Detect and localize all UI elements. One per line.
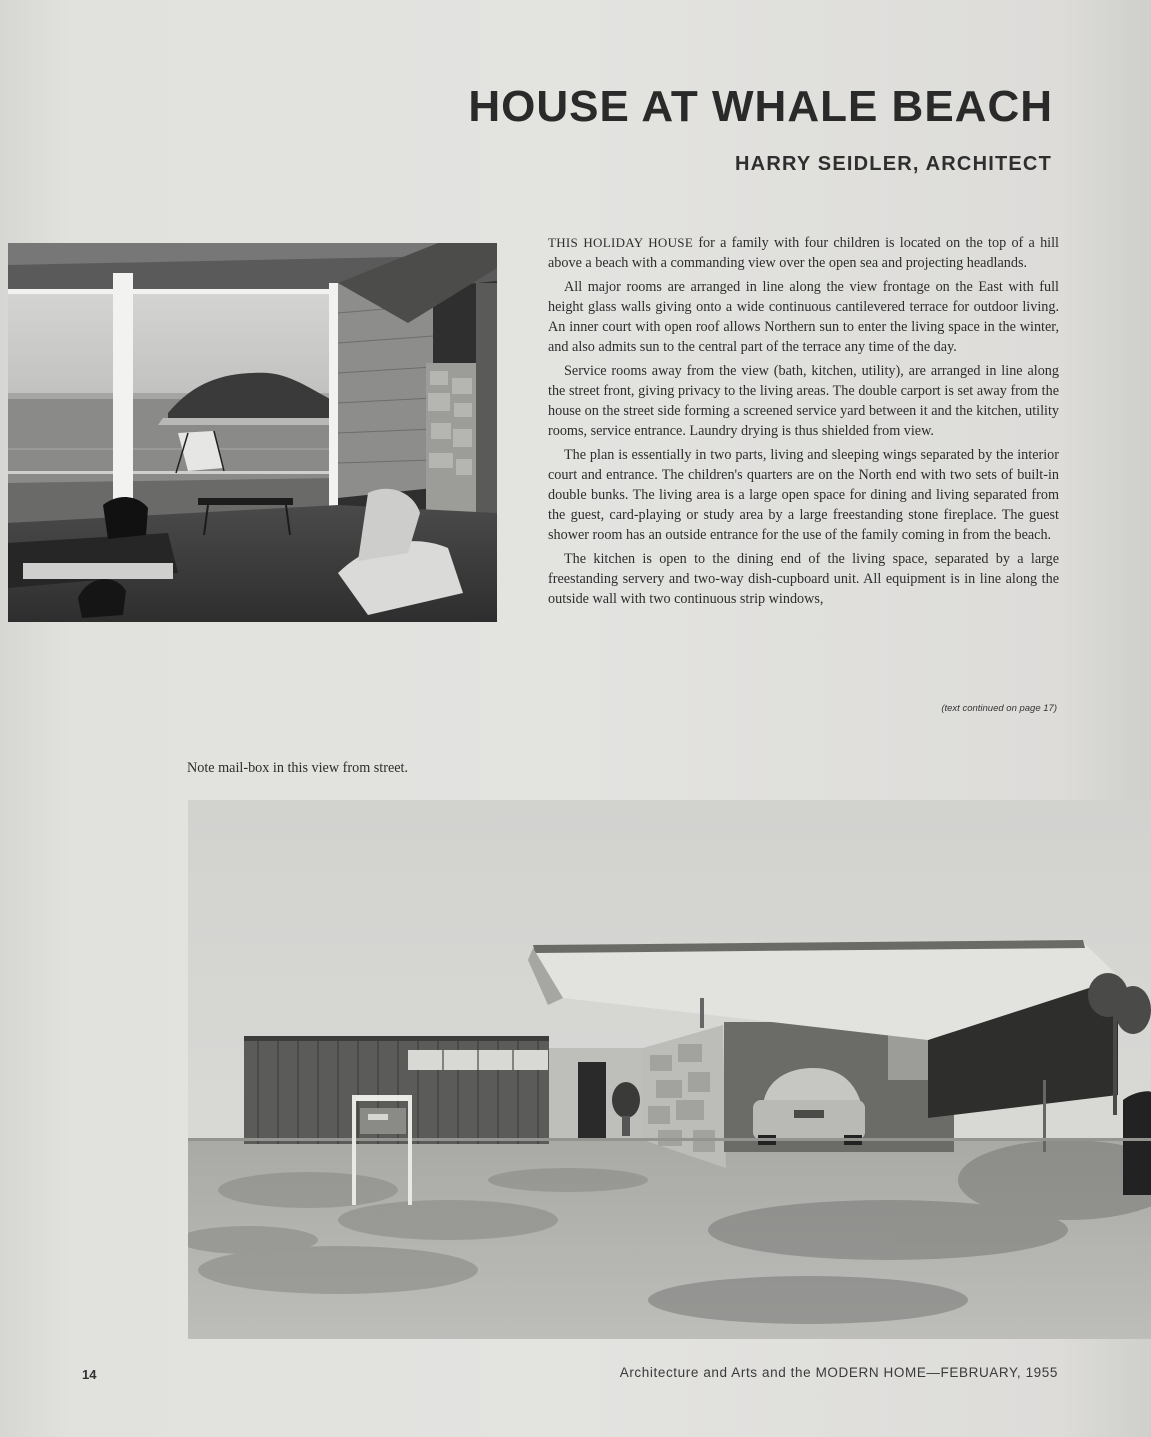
paragraph-2: All major rooms are arranged in line along the view frontage on the East with full height glass walls giving onto a wide continuous cantilevered terrace for outdoor living. An inner court with open roof allows Northern sun to enter the living space in the winter, and also admits sun to the central part of the terrace any time of the day. xyxy=(548,279,1059,355)
article-subtitle: HARRY SEIDLER, ARCHITECT xyxy=(735,153,1052,175)
paragraph-3: Service rooms away from the view (bath, kitchen, utility), are arranged in line along the street front, giving privacy to the living areas. The double carport is set away from the house on the street side forming a screened service yard between it and the kitchen, utility rooms, service entrance. Laundry drying is thus shielded from view. xyxy=(548,363,1059,439)
street-view-photo xyxy=(188,800,1151,1339)
paragraph-5: The kitchen is open to the dining end of the living space, separated by a large freestanding servery and two-way dish-cupboard unit. All equipment is in line along the outside wall with two continuous strip windows, xyxy=(548,551,1059,607)
page-number: 14 xyxy=(82,1367,97,1382)
lead-in: THIS HOLIDAY HOUSE xyxy=(548,235,694,250)
publication-footer: Architecture and Arts and the MODERN HOME—FEBRUARY, 1955 xyxy=(619,1365,1058,1380)
article-body xyxy=(548,233,1059,613)
paragraph-1-text: for a family with four children is located on the top of a hill above a beach with a commanding view over the open sea and projecting headlands. xyxy=(548,235,1059,271)
street-view-caption: Note mail-box in this view from street. xyxy=(187,760,409,776)
article-title: HOUSE AT WHALE BEACH xyxy=(468,82,1053,131)
paragraph-4: The plan is essentially in two parts, living and sleeping wings separated by the interior court and entrance. The children's quarters are on the North end with two sets of built-in double bunks. The living area is a large open space for dining and living separated from the guest, card-playing or study area by a large freestanding stone fireplace. The guest shower room has an outside entrance for the use of the family coming in from the beach. xyxy=(548,447,1059,543)
paragraph-1 xyxy=(548,233,1059,273)
interior-sea-view-photo xyxy=(8,243,497,622)
continued-note: (text continued on page 17) xyxy=(941,703,1057,714)
